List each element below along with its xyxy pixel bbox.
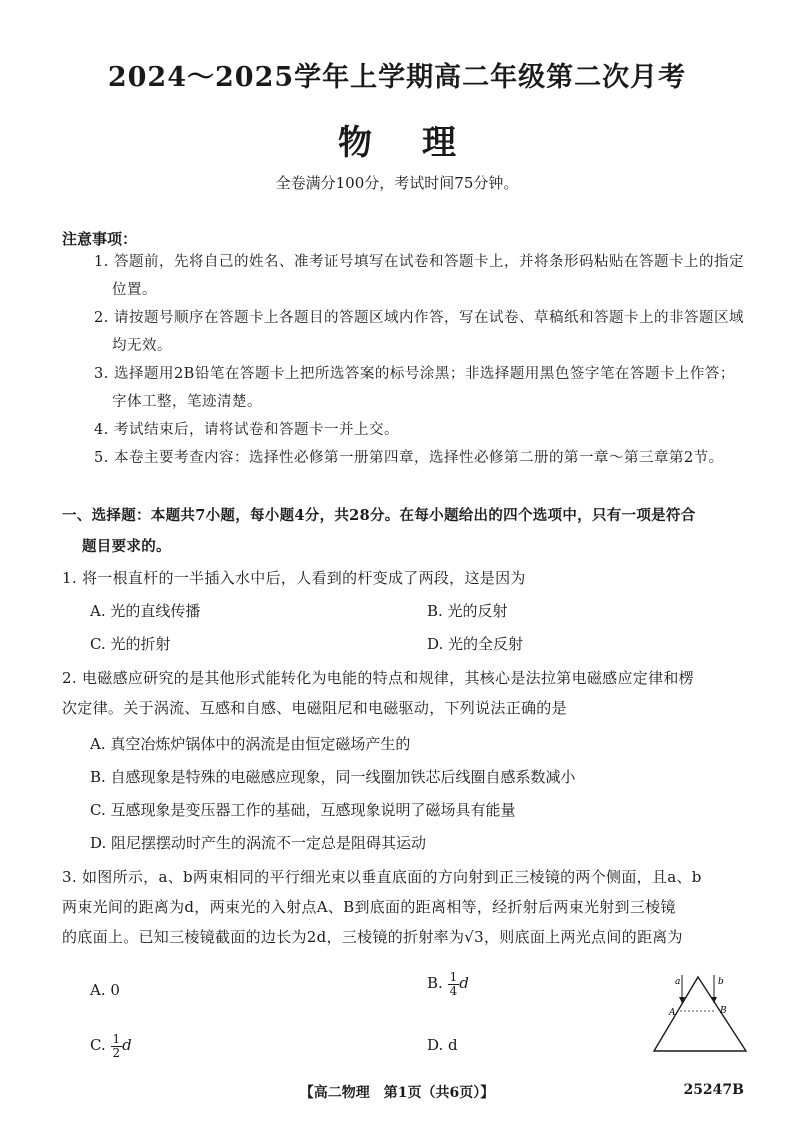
fraction-one-half [111, 1033, 123, 1060]
question-1-option-d: D. 光的全反射 [427, 635, 524, 653]
fraction-one-quarter [448, 971, 460, 998]
question-3-option-d: D. d [427, 1036, 458, 1054]
question-3-stem [62, 862, 752, 952]
variable-d: d [459, 974, 469, 992]
label-b: b [718, 977, 724, 987]
section-heading [62, 500, 752, 562]
question-2-stem-line1: 2. 电磁感应研究的是其他形式能转化为电能的特点和规律，其核心是法拉第电磁感应定律和楞 [62, 669, 694, 687]
label-point-a: A [669, 1008, 676, 1018]
question-3-stem-line2: 两束光间的距离为d，两束光的入射点A、B到底面的距离相等，经折射后两束光射到三棱镜 [62, 898, 676, 916]
question-3-option-c [90, 1030, 132, 1060]
option-c-prefix: C. [90, 1036, 106, 1054]
question-2-option-d: D. 阻尼摆摆动时产生的涡流不一定总是阻碍其运动 [90, 834, 427, 852]
question-2-option-b: B. 自感现象是特殊的电磁感应现象，同一线圈加铁芯后线圈自感系数减小 [90, 768, 576, 786]
notice-title: 注意事项： [62, 230, 138, 248]
question-2-option-c: C. 互感现象是变压器工作的基础，互感现象说明了磁场具有能量 [90, 801, 516, 819]
fraction-denominator: 2 [112, 1045, 121, 1060]
notice-item: 5. 本卷主要考查内容：选择性必修第一册第四章，选择性必修第二册的第一章～第三章第2节。 [94, 450, 724, 466]
variable-d: d [122, 1036, 132, 1054]
question-3-stem-line1: 3. 如图所示，a、b两束相同的平行细光束以垂直底面的方向射到正三棱镜的两个侧面，且a、b [62, 868, 702, 886]
label-a: a [675, 977, 681, 987]
question-1-stem: 1. 将一根直杆的一半插入水中后，人看到的杆变成了两段，这是因为 [62, 569, 526, 587]
notice-item: 2. 请按题号顺序在答题卡上各题目的答题区域内作答，写在试卷、草稿纸和答题卡上的非答题区域均无效。 [94, 310, 744, 354]
notice-list [94, 248, 744, 472]
label-point-b: B [720, 1006, 727, 1016]
prism-triangle [654, 977, 746, 1051]
question-2-stem-line2: 次定律。关于涡流、互感和自感、电磁阻尼和电磁驱动，下列说法正确的是 [62, 699, 567, 717]
notice-item: 1. 答题前，先将自己的姓名、准考证号填写在试卷和答题卡上，并将条形码粘贴在答题卡上的指定位置。 [94, 254, 744, 298]
section-heading-line2: 题目要求的。 [82, 538, 171, 555]
question-1-option-b: B. 光的反射 [427, 602, 508, 620]
score-info: 全卷满分100分，考试时间75分钟。 [275, 174, 519, 192]
question-3-option-a: A. 0 [90, 981, 120, 999]
question-3-option-b [427, 968, 469, 998]
exam-code: 25247B [683, 1082, 744, 1098]
question-2-option-a: A. 真空冶炼炉锅体中的涡流是由恒定磁场产生的 [90, 735, 411, 753]
question-2-stem [62, 663, 752, 723]
fraction-denominator: 4 [449, 983, 458, 998]
prism-figure [650, 975, 750, 1055]
question-1-option-a: A. 光的直线传播 [90, 602, 201, 620]
question-1-option-c: C. 光的折射 [90, 635, 171, 653]
fraction-numerator: 1 [112, 1031, 121, 1046]
subject-title: 物理 [338, 123, 506, 163]
page-footer: 【高二物理 第1页（共6页）】 [299, 1085, 495, 1101]
question-3-stem-line3: 的底面上。已知三棱镜截面的边长为2d，三棱镜的折射率为√3，则底面上两光点间的距离为 [62, 928, 683, 946]
ray-b-arrow-icon [711, 997, 717, 1003]
notice-item: 4. 考试结束后，请将试卷和答题卡一并上交。 [94, 422, 399, 438]
exam-title: 2024～2025学年上学期高二年级第二次月考 [107, 62, 687, 93]
notice-item: 3. 选择题用2B铅笔在答题卡上把所选答案的标号涂黑；非选择题用黑色签字笔在答题卡上作答；字体工整，笔迹清楚。 [94, 366, 735, 410]
section-heading-line1: 一、选择题：本题共7小题，每小题4分，共28分。在每小题给出的四个选项中，只有一项是符合 [62, 507, 696, 524]
fraction-numerator: 1 [449, 969, 458, 984]
option-b-prefix: B. [427, 974, 443, 992]
